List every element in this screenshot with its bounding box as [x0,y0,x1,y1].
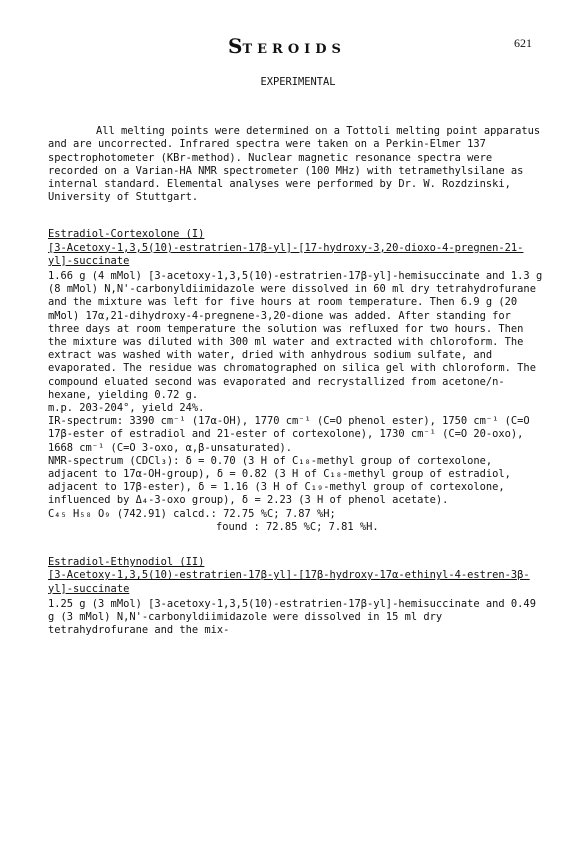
compound-1-nmr: NMR-spectrum (CDCl₃): δ = 0.70 (3 H of C₁₈-methyl group of cortexolone, adjacent to 17α-OH-group), δ = 0.82 (3 H of C₁₈-methyl group of estradiol, adjacent to 17β-ester), δ = 1.16 (3 H of C₁₉-methyl group of cortexolone, influenced by Δ₄-3-oxo group), δ = 2.23 (3 H of phenol acetate). [48,454,511,507]
page-header [0,34,576,58]
compound-1-analysis-found: found : 72.85 %C; 7.81 %H. [216,520,379,533]
compound-1-section [48,228,548,534]
compound-1-analysis-calcd: C₄₅ H₅₈ O₉ (742.91) calcd.: 72.75 %C; 7.87 %H; [48,507,336,520]
page-number: 621 [514,36,532,50]
journal-name-rest: TEROIDS [242,42,346,57]
compound-1-mp: m.p. 203-204°, yield 24%. [48,402,205,415]
compound-1-subtitle: [3-Acetoxy-1,3,5(10)-estratrien-17β-yl]-[17-hydroxy-3,20-dioxo-4-pregnen-21-yl]-succinate [48,241,524,267]
intro-paragraph: All melting points were determined on a Tottoli melting point apparatus and are uncorrected. Infrared spectra were taken on a Perkin-Elmer 137 spectrophotometer (KBr-method). Nuclear magnetic resonance spectra were recorded on a Varian-HA NMR spectrometer (100 MHz) with tetramethylsilane as internal standard. Elemental analyses were performed by Dr. W. Rozdzinski, University of Stuttgart. [48,125,541,204]
compound-1-ir: IR-spectrum: 3390 cm⁻¹ (17α-OH), 1770 cm⁻¹ (C=O phenol ester), 1750 cm⁻¹ (C=O 17β-ester of estradiol and 21-ester of cortexolone), 1730 cm⁻¹ (C=O 20-oxo), 1668 cm⁻¹ (C=O 3-oxo, α,β-unsaturated). [48,415,530,454]
compound-1-title: Estradiol-Cortexolone (I) [48,228,205,241]
journal-initial: S [228,34,243,58]
section-heading: EXPERIMENTAL [260,76,336,88]
journal-name [228,34,346,58]
compound-2-section [48,556,548,637]
compound-1-procedure: 1.66 g (4 mMol) [3-acetoxy-1,3,5(10)-estratrien-17β-yl]-hemisuccinate and 1.3 g (8 mMol) N,N'-carbonyldiimidazole were dissolved in 60 ml dry tetrahydrofurane and the mixture was left for five hours at room temperature. Then 6.9 g (20 mMol) 17α,21-dihydroxy-4-pregnene-3,20-dione was added. After standing for three days at room temperature the solution was refluxed for two hours. Then the mixture was diluted with 300 ml water and extracted with chloroform. The extract was washed with water, dried with anhydrous sodium sulfate, and evaporated. The residue was chromatographed on silica gel with chloroform. The compound eluated second was evaporated and recrystallized from acetone/n-hexane, yielding 0.72 g. [48,270,543,401]
compound-2-title: Estradiol-Ethynodiol (II) [48,556,205,569]
compound-2-subtitle: [3-Acetoxy-1,3,5(10)-estratrien-17β-yl]-[17β-hydroxy-17α-ethinyl-4-estren-3β-yl]-succinate [48,569,530,595]
compound-2-procedure: 1.25 g (3 mMol) [3-acetoxy-1,3,5(10)-estratrien-17β-yl]-hemisuccinate and 0.49 g (3 mMol) N,N'-carbonyldiimidazole were dissolved in 15 ml dry tetrahydrofurane and the mix- [48,597,536,637]
article-body [48,76,548,637]
